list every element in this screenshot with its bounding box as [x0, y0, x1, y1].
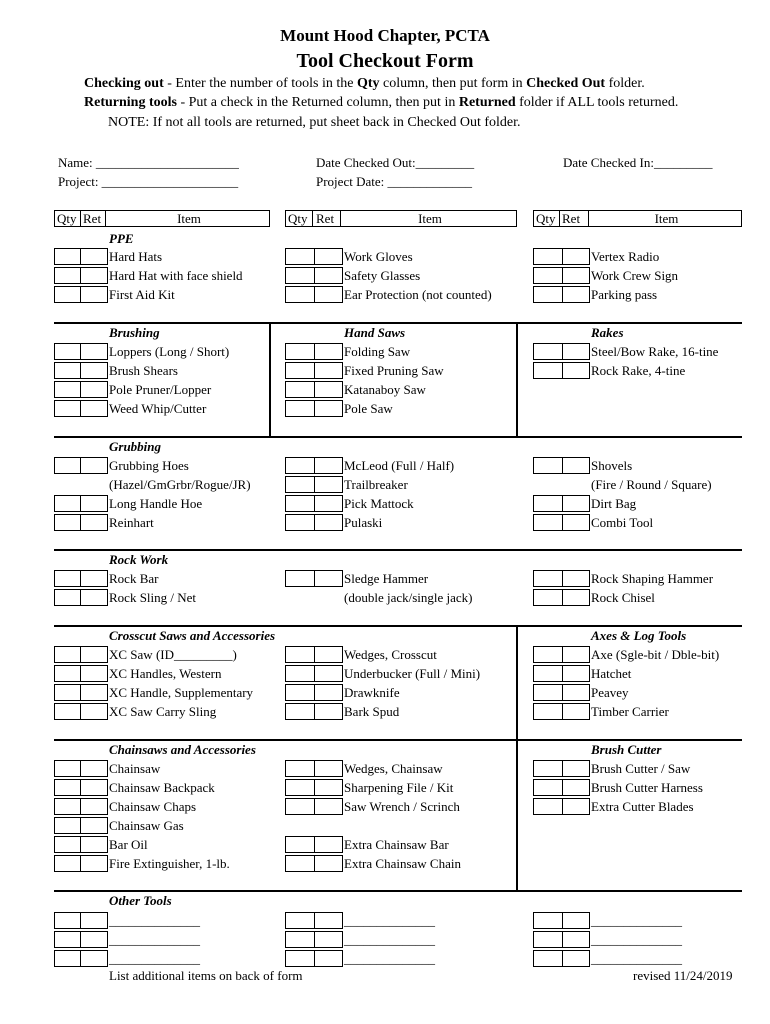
vdivider-axes — [516, 625, 518, 739]
project-field[interactable]: Project: _____________________ — [58, 174, 239, 189]
qty-box[interactable] — [285, 760, 315, 777]
divider-crosscut — [54, 625, 742, 627]
item-label: Chainsaw Backpack — [109, 780, 215, 795]
qty-header: Qty — [57, 211, 77, 226]
return-label: Returning tools — [84, 95, 177, 110]
ret-header: Ret — [316, 211, 335, 226]
return-text-2: folder if ALL tools returned. — [515, 95, 679, 110]
section-ppe: PPE — [109, 231, 134, 246]
section-brushing: Brushing — [109, 325, 160, 340]
qty-box[interactable] — [533, 589, 563, 606]
item-header: Item — [418, 211, 442, 226]
divider-brushing — [54, 322, 742, 324]
item-label: Trailbreaker — [344, 477, 408, 492]
qty-box[interactable] — [533, 912, 563, 929]
ret-box[interactable] — [562, 703, 590, 720]
qty-box[interactable] — [54, 495, 81, 512]
qty-box[interactable] — [533, 779, 563, 796]
ret-box[interactable] — [562, 684, 590, 701]
checkout-text-2: column, then put form in — [379, 76, 527, 91]
ret-box[interactable] — [314, 684, 343, 701]
ret-box[interactable] — [562, 779, 590, 796]
section-axes: Axes & Log Tools — [591, 628, 687, 643]
ret-box[interactable] — [80, 779, 108, 796]
ret-box[interactable] — [80, 684, 108, 701]
item-label: Rock Rake, 4-tine — [591, 363, 686, 378]
section-brush-cutter: Brush Cutter — [591, 742, 662, 757]
ret-box[interactable] — [314, 362, 343, 379]
qty-box[interactable] — [285, 495, 315, 512]
ret-box[interactable] — [80, 248, 108, 265]
ret-box[interactable] — [80, 703, 108, 720]
ret-box[interactable] — [80, 286, 108, 303]
ret-box[interactable] — [314, 570, 343, 587]
qty-box[interactable] — [54, 286, 81, 303]
ret-box[interactable] — [80, 836, 108, 853]
blank-item-line[interactable]: ______________ — [591, 932, 682, 947]
checkout-qty: Qty — [356, 76, 380, 91]
qty-box[interactable] — [54, 779, 81, 796]
ret-box[interactable] — [562, 495, 590, 512]
ret-box[interactable] — [314, 514, 343, 531]
ret-box[interactable] — [562, 248, 590, 265]
item-label: Hatchet — [591, 666, 632, 681]
item-label: Rock Chisel — [591, 590, 655, 605]
qty-box[interactable] — [285, 476, 315, 493]
item-label: (Hazel/GmGrbr/Rogue/JR) — [109, 477, 251, 492]
qty-box[interactable] — [285, 286, 315, 303]
item-label: Reinhart — [109, 515, 154, 530]
qty-box[interactable] — [285, 362, 315, 379]
qty-box[interactable] — [54, 684, 81, 701]
qty-box[interactable] — [54, 836, 81, 853]
item-label: Rock Sling / Net — [109, 590, 197, 605]
item-label: Sharpening File / Kit — [344, 780, 454, 795]
item-header: Item — [654, 211, 679, 226]
qty-box[interactable] — [285, 684, 315, 701]
qty-box[interactable] — [285, 703, 315, 720]
item-label: Drawknife — [344, 685, 400, 700]
ret-box[interactable] — [562, 760, 590, 777]
ret-box[interactable] — [314, 343, 343, 360]
qty-box[interactable] — [533, 798, 563, 815]
item-label: Combi Tool — [591, 515, 654, 530]
ret-box[interactable] — [314, 836, 343, 853]
item-label: Katanaboy Saw — [344, 382, 426, 397]
blank-item-line[interactable]: ______________ — [591, 951, 682, 966]
item-label: XC Handles, Western — [109, 666, 222, 681]
qty-box[interactable] — [54, 760, 81, 777]
ret-box[interactable] — [314, 779, 343, 796]
ret-box[interactable] — [314, 267, 343, 284]
date-checked-out-field[interactable]: Date Checked Out:_________ — [316, 155, 475, 170]
qty-box[interactable] — [285, 931, 315, 948]
return-instructions — [84, 95, 678, 111]
qty-box[interactable] — [285, 665, 315, 682]
org-title: Mount Hood Chapter, PCTA — [280, 26, 490, 45]
ret-box[interactable] — [562, 343, 590, 360]
item-label: (double jack/single jack) — [344, 590, 473, 605]
ret-box[interactable] — [314, 912, 343, 929]
qty-box[interactable] — [54, 703, 81, 720]
item-label: Work Crew Sign — [591, 268, 679, 283]
item-label: Chainsaw Gas — [109, 818, 184, 833]
qty-box[interactable] — [54, 912, 81, 929]
ret-box[interactable] — [314, 381, 343, 398]
ret-box[interactable] — [562, 665, 590, 682]
qty-box[interactable] — [285, 400, 315, 417]
ret-box[interactable] — [80, 362, 108, 379]
item-label: Hard Hat with face shield — [109, 268, 243, 283]
item-label: Fixed Pruning Saw — [344, 363, 444, 378]
section-hand-saws: Hand Saws — [344, 325, 406, 340]
qty-box[interactable] — [533, 267, 563, 284]
ret-box[interactable] — [562, 950, 590, 967]
qty-box[interactable] — [54, 362, 81, 379]
item-label: Fire Extinguisher, 1-lb. — [109, 856, 230, 871]
section-other: Other Tools — [109, 893, 172, 908]
ret-box[interactable] — [562, 798, 590, 815]
item-label: Pick Mattock — [344, 496, 414, 511]
item-label: Long Handle Hoe — [109, 496, 203, 511]
qty-box[interactable] — [285, 381, 315, 398]
ret-box[interactable] — [314, 476, 343, 493]
ret-box[interactable] — [80, 798, 108, 815]
checkout-text-3: folder. — [605, 76, 645, 91]
ret-box[interactable] — [562, 457, 590, 474]
qty-box[interactable] — [54, 646, 81, 663]
form-title: Tool Checkout Form — [296, 50, 474, 72]
ret-box[interactable] — [80, 343, 108, 360]
ret-box[interactable] — [80, 665, 108, 682]
item-label: First Aid Kit — [109, 287, 175, 302]
ret-box[interactable] — [562, 286, 590, 303]
column-header-1 — [54, 210, 270, 227]
item-label: Rock Bar — [109, 571, 159, 586]
divider-chainsaws — [54, 739, 742, 741]
qty-box[interactable] — [533, 362, 563, 379]
ret-box[interactable] — [562, 646, 590, 663]
qty-box[interactable] — [54, 855, 81, 872]
ret-box[interactable] — [314, 286, 343, 303]
item-label: XC Saw Carry Sling — [109, 704, 217, 719]
item-label: Extra Chainsaw Bar — [344, 837, 449, 852]
ret-box[interactable] — [562, 514, 590, 531]
qty-box[interactable] — [533, 931, 563, 948]
blank-item-line[interactable]: ______________ — [344, 932, 435, 947]
item-label: McLeod (Full / Half) — [344, 458, 455, 473]
footer-note: List additional items on back of form — [109, 968, 303, 983]
item-label: Loppers (Long / Short) — [109, 344, 230, 359]
qty-box[interactable] — [533, 950, 563, 967]
qty-box[interactable] — [285, 457, 315, 474]
qty-box[interactable] — [285, 570, 315, 587]
ret-box[interactable] — [314, 400, 343, 417]
qty-box[interactable] — [533, 684, 563, 701]
qty-header: Qty — [288, 211, 308, 226]
item-label: Vertex Radio — [591, 249, 660, 264]
qty-box[interactable] — [54, 267, 81, 284]
qty-box[interactable] — [533, 703, 563, 720]
ret-box[interactable] — [80, 457, 108, 474]
ret-box[interactable] — [314, 931, 343, 948]
section-grubbing: Grubbing — [109, 439, 162, 454]
qty-box[interactable] — [533, 495, 563, 512]
ret-box[interactable] — [80, 931, 108, 948]
item-label: Timber Carrier — [591, 704, 669, 719]
blank-item-line[interactable]: ______________ — [591, 913, 682, 928]
column-header-2 — [285, 210, 517, 227]
ret-box[interactable] — [80, 400, 108, 417]
ret-box[interactable] — [314, 646, 343, 663]
vdivider-handsaws — [516, 322, 518, 436]
ret-box[interactable] — [314, 798, 343, 815]
ret-box[interactable] — [562, 362, 590, 379]
item-label: Brush Cutter Harness — [591, 780, 703, 795]
qty-box[interactable] — [285, 343, 315, 360]
item-label: Rock Shaping Hammer — [591, 571, 714, 586]
item-label: Hard Hats — [109, 249, 163, 264]
qty-box[interactable] — [285, 514, 315, 531]
ret-box[interactable] — [80, 570, 108, 587]
item-label: Sledge Hammer — [344, 571, 429, 586]
ret-box[interactable] — [80, 495, 108, 512]
project-date-field[interactable]: Project Date: _____________ — [316, 174, 472, 189]
item-label: Chainsaw Chaps — [109, 799, 197, 814]
item-header: Item — [177, 211, 201, 226]
item-label: Chainsaw — [109, 761, 161, 776]
revised-date: revised 11/24/2019 — [633, 968, 733, 983]
ret-box[interactable] — [80, 760, 108, 777]
date-checked-in-field[interactable]: Date Checked In:_________ — [563, 155, 713, 170]
item-label: Brush Cutter / Saw — [591, 761, 691, 776]
item-label: Peavey — [591, 685, 629, 700]
item-label: Bar Oil — [109, 837, 148, 852]
return-note: NOTE: If not all tools are returned, put sheet back in Checked Out folder. — [108, 115, 521, 130]
divider-rock — [54, 549, 742, 551]
divider-grubbing — [54, 436, 742, 438]
qty-box[interactable] — [54, 248, 81, 265]
checkout-instructions — [84, 76, 645, 92]
item-label: Pole Pruner/Lopper — [109, 382, 212, 397]
item-label: Work Gloves — [344, 249, 413, 264]
qty-box[interactable] — [285, 950, 315, 967]
ret-box[interactable] — [314, 665, 343, 682]
ret-box[interactable] — [80, 381, 108, 398]
ret-header: Ret — [562, 211, 581, 226]
qty-header: Qty — [536, 211, 556, 226]
item-label: Bark Spud — [344, 704, 400, 719]
ret-box[interactable] — [80, 646, 108, 663]
ret-box[interactable] — [314, 457, 343, 474]
divider-other — [54, 890, 742, 892]
item-label: Dirt Bag — [591, 496, 637, 511]
column-header-3 — [533, 210, 742, 227]
qty-box[interactable] — [54, 931, 81, 948]
ret-box[interactable] — [314, 855, 343, 872]
item-label: Steel/Bow Rake, 16-tine — [591, 344, 719, 359]
item-label: Safety Glasses — [344, 268, 421, 283]
blank-item-line[interactable]: ______________ — [109, 932, 200, 947]
ret-box[interactable] — [562, 267, 590, 284]
section-chainsaws: Chainsaws and Accessories — [109, 742, 256, 757]
qty-box[interactable] — [533, 760, 563, 777]
qty-box[interactable] — [54, 400, 81, 417]
item-label: XC Handle, Supplementary — [109, 685, 254, 700]
item-label: Extra Cutter Blades — [591, 799, 694, 814]
ret-box[interactable] — [80, 514, 108, 531]
item-label: Pulaski — [344, 515, 383, 530]
item-label: (Fire / Round / Square) — [591, 477, 712, 492]
ret-box[interactable] — [562, 589, 590, 606]
qty-box[interactable] — [54, 570, 81, 587]
qty-box[interactable] — [54, 817, 81, 834]
ret-box[interactable] — [562, 570, 590, 587]
ret-box[interactable] — [562, 912, 590, 929]
checkout-label: Checking out — [84, 76, 164, 91]
item-label: Folding Saw — [344, 344, 411, 359]
qty-box[interactable] — [533, 514, 563, 531]
item-label: Grubbing Hoes — [109, 458, 189, 473]
item-label: XC Saw (ID_________) — [109, 647, 237, 662]
ret-header: Ret — [83, 211, 102, 226]
checkout-text-1: - Enter the number of tools in the — [163, 76, 357, 91]
item-label: Saw Wrench / Scrinch — [344, 799, 460, 814]
item-label: Extra Chainsaw Chain — [344, 856, 461, 871]
qty-box[interactable] — [54, 950, 81, 967]
qty-box[interactable] — [285, 267, 315, 284]
qty-box[interactable] — [54, 343, 81, 360]
ret-box[interactable] — [314, 495, 343, 512]
qty-box[interactable] — [285, 779, 315, 796]
ret-box[interactable] — [314, 248, 343, 265]
section-rakes: Rakes — [591, 325, 624, 340]
item-label: Ear Protection (not counted) — [344, 287, 492, 302]
qty-box[interactable] — [533, 248, 563, 265]
qty-box[interactable] — [54, 589, 81, 606]
qty-box[interactable] — [54, 381, 81, 398]
item-label: Parking pass — [591, 287, 658, 302]
ret-box[interactable] — [80, 855, 108, 872]
qty-box[interactable] — [54, 798, 81, 815]
blank-item-line[interactable]: ______________ — [109, 951, 200, 966]
ret-box[interactable] — [80, 589, 108, 606]
ret-box[interactable] — [80, 267, 108, 284]
qty-box[interactable] — [54, 665, 81, 682]
qty-box[interactable] — [533, 665, 563, 682]
qty-box[interactable] — [285, 248, 315, 265]
qty-box[interactable] — [533, 570, 563, 587]
return-text-1: - Put a check in the Returned column, then put in — [176, 95, 459, 110]
section-crosscut: Crosscut Saws and Accessories — [109, 628, 276, 643]
qty-box[interactable] — [533, 286, 563, 303]
item-label: Weed Whip/Cutter — [109, 401, 207, 416]
blank-item-line[interactable]: ______________ — [344, 913, 435, 928]
qty-box[interactable] — [54, 514, 81, 531]
ret-box[interactable] — [314, 760, 343, 777]
ret-box[interactable] — [314, 703, 343, 720]
qty-box[interactable] — [285, 912, 315, 929]
qty-box[interactable] — [285, 798, 315, 815]
checkout-folder: Checked Out — [526, 76, 606, 91]
item-label: Axe (Sgle-bit / Dble-bit) — [591, 647, 720, 662]
name-field[interactable]: Name: ______________________ — [58, 155, 239, 170]
item-label: Shovels — [591, 458, 633, 473]
ret-box[interactable] — [80, 817, 108, 834]
ret-box[interactable] — [80, 950, 108, 967]
item-label: Wedges, Chainsaw — [344, 761, 443, 776]
ret-box[interactable] — [80, 912, 108, 929]
item-label: Brush Shears — [109, 363, 178, 378]
qty-box[interactable] — [533, 343, 563, 360]
item-label: Wedges, Crosscut — [344, 647, 437, 662]
qty-box[interactable] — [54, 457, 81, 474]
return-folder: Returned — [458, 95, 516, 110]
qty-box[interactable] — [285, 855, 315, 872]
qty-box[interactable] — [285, 836, 315, 853]
blank-item-line[interactable]: ______________ — [109, 913, 200, 928]
section-rock-work: Rock Work — [109, 552, 169, 567]
ret-box[interactable] — [562, 931, 590, 948]
blank-item-line[interactable]: ______________ — [344, 951, 435, 966]
item-label: Underbucker (Full / Mini) — [344, 666, 481, 681]
vdivider-brushcutter — [516, 739, 518, 890]
qty-box[interactable] — [533, 457, 563, 474]
item-label: Pole Saw — [344, 401, 393, 416]
vdivider-brushing — [269, 322, 271, 436]
ret-box[interactable] — [314, 950, 343, 967]
qty-box[interactable] — [533, 646, 563, 663]
qty-box[interactable] — [285, 646, 315, 663]
